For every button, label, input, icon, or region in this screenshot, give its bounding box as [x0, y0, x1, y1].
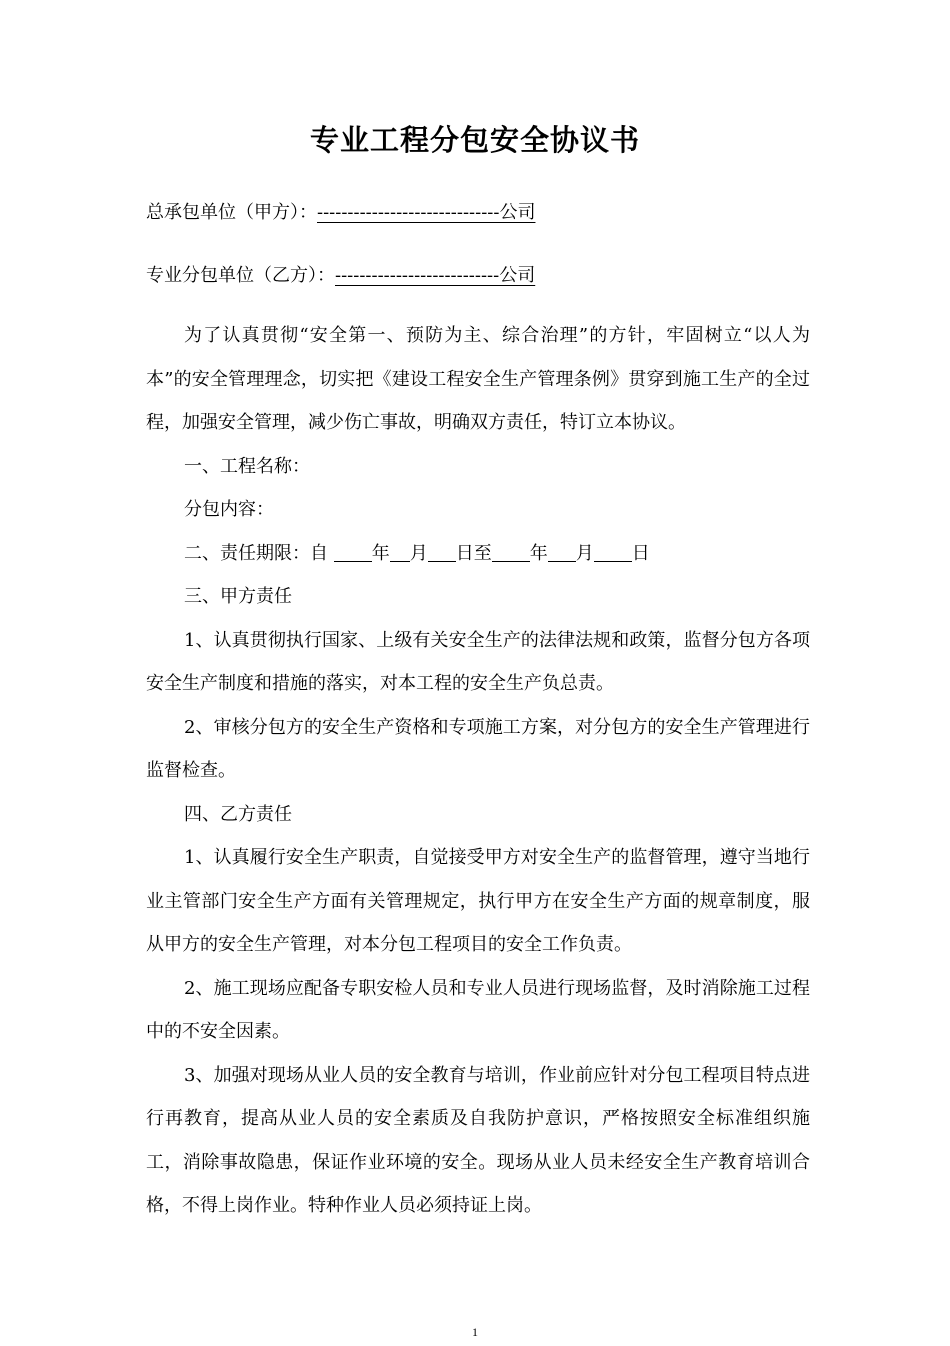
section-term — [146, 532, 810, 576]
party-b-item-1: 1、认真履行安全生产职责，自觉接受甲方对安全生产的监督管理，遵守当地行业主管部门安全生产方面有关管理规定，执行甲方在安全生产方面的规章制度，服从甲方的安全生产管理，对本分包工程项目的安全工作负责。 — [146, 847, 810, 955]
party-b-line — [146, 261, 535, 287]
term-day-to-label: 日至 — [455, 542, 492, 564]
term-start-day-blank — [428, 543, 456, 562]
term-month-label: 月 — [409, 542, 428, 564]
term-prefix: 二、责任期限：自 — [184, 542, 328, 564]
party-b-blank: ---------------------------公司 — [335, 265, 536, 286]
term-year-label: 年 — [371, 542, 390, 564]
party-a-line — [146, 198, 535, 224]
section-party-a-responsibility: 三、甲方责任 — [184, 586, 292, 607]
party-a-item-1: 1、认真贯彻执行国家、上级有关安全生产的法律法规和政策，监督分包方各项安全生产制度和措施的落实，对本工程的安全生产负总责。 — [146, 629, 810, 694]
page-number: 1 — [472, 1325, 478, 1339]
term-day2-label: 日 — [631, 542, 650, 564]
term-start-year-blank — [334, 543, 372, 562]
party-b-label: 专业分包单位（乙方）： — [146, 265, 335, 286]
section-project-name: 一、工程名称： — [184, 455, 310, 477]
section-subcontract-content: 分包内容： — [184, 499, 274, 520]
section-party-b-responsibility: 四、乙方责任 — [184, 803, 292, 825]
party-a-blank: ------------------------------公司 — [317, 202, 536, 223]
intro-paragraph: 为了认真贯彻“安全第一、预防为主、综合治理”的方针，牢固树立“以人为本”的安全管理理念，切实把《建设工程安全生产管理条例》贯穿到施工生产的全过程，加强安全管理，减少伤亡事故，明确双方责任，特订立本协议。 — [146, 325, 810, 433]
term-year2-label: 年 — [529, 542, 548, 564]
party-a-item-2: 2、审核分包方的安全生产资格和专项施工方案，对分包方的安全生产管理进行监督检查。 — [146, 716, 810, 781]
document-title: 专业工程分包安全协议书 — [309, 123, 640, 157]
party-a-label: 总承包单位（甲方）： — [146, 202, 317, 223]
term-end-month-blank — [548, 543, 576, 562]
agreement-body — [146, 314, 810, 1228]
term-start-month-blank — [390, 543, 410, 562]
term-end-year-blank — [492, 543, 530, 562]
term-month2-label: 月 — [575, 542, 594, 564]
party-b-item-2: 2、施工现场应配备专职安检人员和专业人员进行现场监督，及时消除施工过程中的不安全因素。 — [146, 977, 810, 1042]
party-b-item-3: 3、加强对现场从业人员的安全教育与培训，作业前应针对分包工程项目特点进行再教育，提高从业人员的安全素质及自我防护意识，严格按照安全标准组织施工，消除事故隐患，保证作业环境的安全。现场从业人员未经安全生产教育培训合格，不得上岗作业。特种作业人员必须持证上岗。 — [146, 1064, 810, 1216]
term-end-day-blank — [594, 543, 632, 562]
